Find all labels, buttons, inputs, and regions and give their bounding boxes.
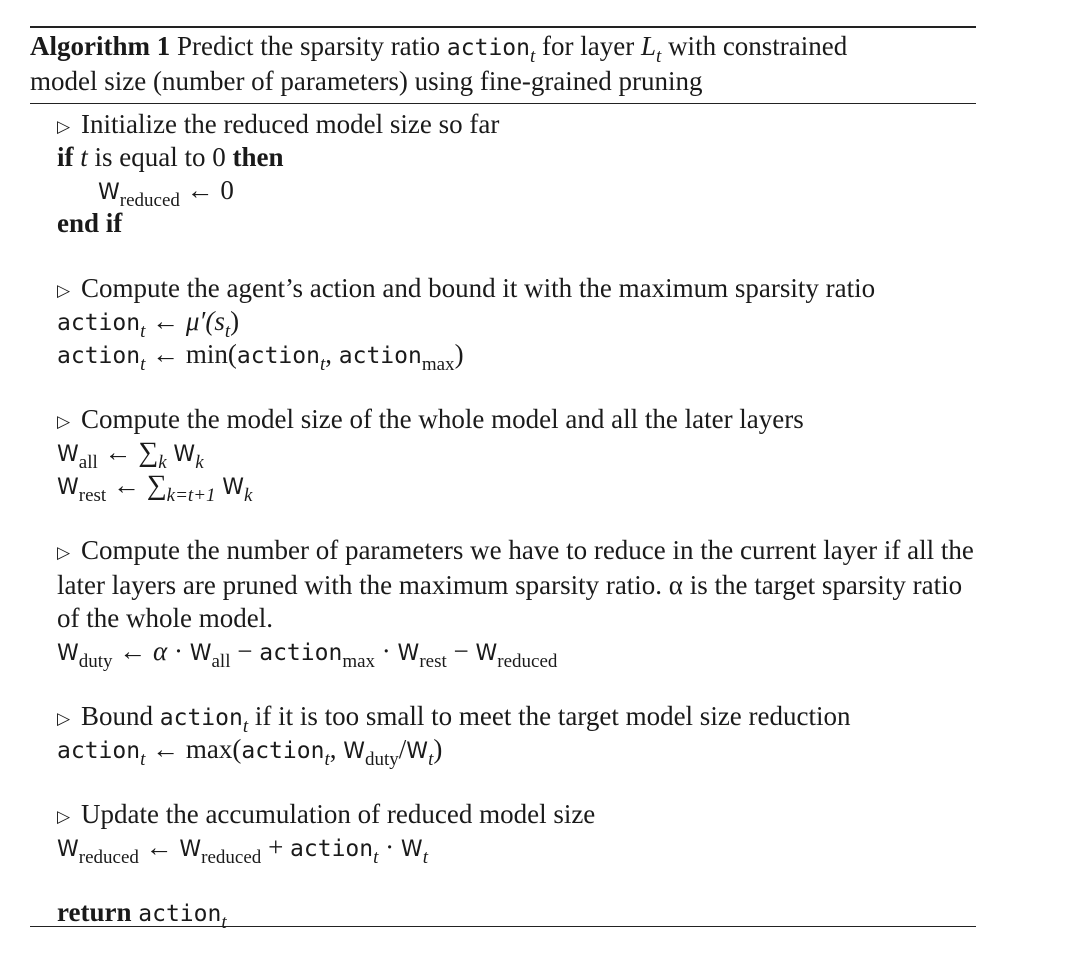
rparen: ) (433, 734, 443, 764)
return-line (57, 896, 976, 933)
rparen: ) (454, 339, 464, 369)
sub-duty: duty (365, 749, 399, 770)
arrow: ← (186, 175, 214, 205)
sum-symbol: ∑ (138, 437, 159, 468)
comment-text: Compute the number of parameters we have to reduce in the current layer if all the later layers are pruned with the maximum sparsity ratio. α is the target sparsity ratio of the whole model. (57, 535, 974, 633)
sub-reduced: reduced (201, 847, 262, 868)
value-zero: 0 (220, 175, 234, 205)
sub-reduced: reduced (497, 651, 558, 672)
caption-text-pre: Predict the sparsity ratio (176, 31, 441, 61)
if-line (57, 141, 976, 174)
var-action: action (290, 836, 374, 862)
w-rest-line (57, 469, 976, 506)
sub-reduced: reduced (78, 847, 139, 868)
comment-text-pre: Bound (81, 701, 154, 731)
var-action: action (241, 738, 325, 764)
end-if-line (57, 207, 976, 240)
w-reduced-update-line (57, 831, 976, 868)
var-action: action (159, 705, 243, 731)
var-alpha: α (153, 636, 168, 666)
sub-t: t (324, 749, 330, 770)
sub-reduced: reduced (119, 190, 180, 211)
caption-layer-sub: t (656, 46, 662, 67)
arrow: ← (119, 636, 147, 666)
triangle-icon: ▷ (57, 709, 71, 728)
algorithm-caption (30, 28, 976, 98)
kw-end-if: end if (57, 208, 123, 238)
comment-text: Update the accumulation of reduced model size (81, 799, 596, 829)
sub-t: t (140, 749, 146, 770)
comma: , (325, 339, 332, 369)
comment-line (57, 403, 976, 436)
plus: + (268, 832, 284, 862)
comment-text: Compute the agent’s action and bound it with the maximum sparsity ratio (81, 273, 876, 303)
sub-t: t (242, 716, 249, 737)
arrow: ← (112, 470, 140, 500)
sub-all: all (78, 452, 98, 473)
var-W: W (189, 641, 212, 666)
var-action: action (338, 343, 422, 369)
comment-line (57, 534, 976, 635)
sum-symbol: ∑ (146, 470, 167, 501)
comment-text-post: if it is too small to meet the target model size reduction (254, 701, 851, 731)
var-action: action (57, 310, 141, 336)
condition-text: is equal to 0 (94, 142, 226, 172)
sub-rest: rest (419, 651, 447, 672)
comma: , (329, 734, 337, 764)
rparen: ) (230, 306, 240, 336)
sub-t: t (224, 321, 231, 342)
var-action: action (138, 901, 222, 927)
sub-k: k (244, 485, 253, 506)
sub-k-range: k=t+1 (166, 485, 216, 506)
bottom-rule (30, 926, 976, 927)
caption-text-mid: for layer (542, 31, 635, 61)
sub-t: t (140, 321, 146, 342)
mu-expr: μ′(s (185, 306, 225, 336)
kw-then: then (232, 142, 284, 172)
minus: − (237, 636, 253, 666)
action-max-line (57, 733, 976, 770)
triangle-icon: ▷ (57, 807, 71, 826)
caption-action-sub: t (530, 46, 536, 67)
var-W: W (173, 442, 196, 467)
arrow: ← (145, 832, 173, 862)
var-W: W (400, 837, 423, 862)
var-W: W (57, 837, 79, 862)
var-action: action (57, 738, 141, 764)
arrow: ← (152, 734, 180, 764)
w-duty-line (57, 635, 976, 672)
arrow: ← (152, 339, 180, 369)
init-line (57, 174, 976, 211)
sub-k: k (195, 452, 204, 473)
var-W: W (98, 180, 120, 205)
w-all-line (57, 436, 976, 473)
caption-text-post1: with constrained (668, 31, 848, 61)
algorithm-body (30, 104, 976, 933)
arrow: ← (104, 437, 132, 467)
algorithm-block (30, 26, 976, 933)
var-W: W (406, 739, 429, 764)
sub-duty: duty (78, 651, 113, 672)
var-action: action (236, 343, 320, 369)
dot: · (385, 832, 395, 862)
min-fn: min( (185, 339, 237, 369)
var-action: action (57, 343, 141, 369)
var-W: W (57, 442, 79, 467)
minus: − (453, 636, 469, 666)
var-W: W (475, 641, 498, 666)
var-W: W (179, 837, 202, 862)
comment-text: Compute the model size of the whole model and all the later layers (81, 404, 804, 434)
var-t: t (80, 142, 88, 172)
comment-line (57, 108, 976, 141)
caption-text-post2: model size (number of parameters) using fine-grained pruning (30, 66, 703, 96)
var-W: W (57, 641, 79, 666)
comment-text: Initialize the reduced model size so far (81, 109, 500, 139)
comment-line (57, 272, 976, 305)
sub-t: t (319, 354, 326, 375)
caption-action: action (446, 35, 531, 61)
action-min-line (57, 338, 976, 375)
sub-t: t (428, 749, 434, 770)
sub-rest: rest (78, 485, 107, 506)
var-W: W (222, 475, 245, 500)
caption-layer: L (641, 31, 657, 61)
triangle-icon: ▷ (57, 281, 71, 300)
var-W: W (57, 475, 79, 500)
algorithm-label: Algorithm 1 (30, 31, 171, 61)
triangle-icon: ▷ (57, 412, 71, 431)
triangle-icon: ▷ (57, 117, 71, 136)
var-action: action (259, 640, 343, 666)
kw-if: if (57, 142, 74, 172)
sub-t: t (221, 912, 227, 933)
kw-return: return (57, 897, 132, 927)
arrow: ← (152, 306, 180, 336)
var-W: W (397, 641, 420, 666)
comment-line (57, 798, 976, 831)
slash: / (398, 734, 407, 764)
action-mu-line (57, 305, 976, 342)
sub-t: t (422, 847, 428, 868)
max-fn: max( (185, 734, 242, 764)
comment-line (57, 700, 976, 737)
sub-t: t (140, 354, 146, 375)
dot: · (173, 636, 183, 666)
dot: · (381, 636, 391, 666)
sub-max: max (342, 651, 376, 672)
sub-t: t (373, 847, 379, 868)
sub-all: all (211, 651, 231, 672)
var-W: W (343, 739, 365, 764)
triangle-icon: ▷ (57, 543, 71, 562)
sub-max: max (421, 354, 455, 375)
sub-k: k (158, 452, 167, 473)
